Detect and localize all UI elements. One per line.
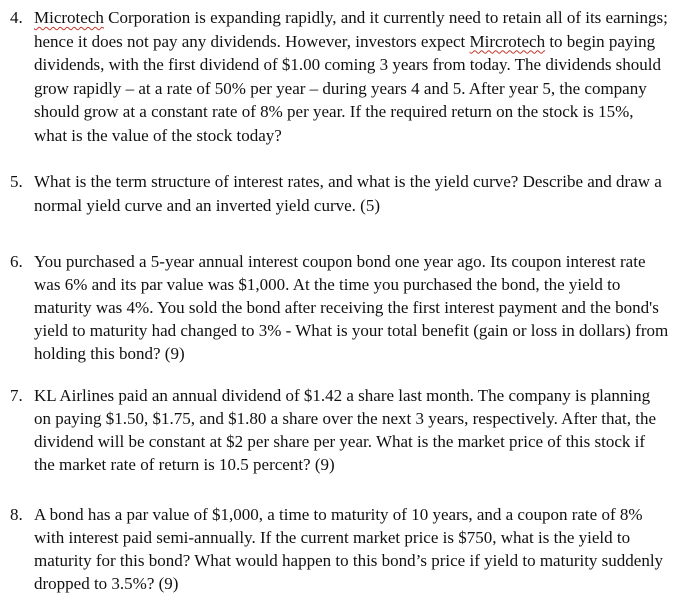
question-number: 5. [10, 172, 23, 191]
question-text [34, 503, 670, 595]
question-text-segment: What is the term structure of interest rates, and what is the yield curve? Describe and draw a normal yield curve and an inverted yield curve. (5) [34, 172, 662, 215]
question-text-segment: A bond has a par value of $1,000, a time to maturity of 10 years, and a coupon rate of 8% with interest paid semi-annually. If the current market price is $750, what is the yield to maturity for this bond? What would happen to this bond’s price if yield to maturity suddenly dropped to 3.5%? (9) [34, 505, 664, 593]
question-6 [10, 250, 670, 365]
question-text [34, 6, 670, 147]
question-text-segment: to begin paying dividends, with the first dividend of $1.00 coming 3 years from today. The dividends should grow rapidly – at a rate of 50% per year – during years 4 and 5. After year 5, the company should grow at a constant rate of 8% per year. If the required return on the stock is 15%, what is the value of the stock today? [34, 31, 662, 145]
question-8 [10, 503, 670, 595]
question-number: 4. [10, 8, 23, 27]
question-text-segment: You purchased a 5-year annual interest coupon bond one year ago. Its coupon interest rate was 6% and its par value was $1,000. At the time you purchased the bond, the yield to maturity was 4%. You sold the bond after receiving the first interest payment and the bond's yield to maturity had changed to 3% - What is your total benefit (gain or loss in dollars) from holding this bond? (9) [34, 252, 669, 363]
spellcheck-word: Mircrotech [469, 31, 546, 51]
question-number: 7. [10, 386, 23, 405]
question-text-segment: KL Airlines paid an annual dividend of $1.42 a share last month. The company is planning on paying $1.50, $1.75, and $1.80 a share over the next 3 years, respectively. After that, the dividend will be constant at $2 per share per year. What is the market price of this stock if the market rate of return is 10.5 percent? (9) [34, 386, 657, 474]
question-text [34, 250, 670, 365]
question-text [34, 170, 670, 217]
question-number: 8. [10, 505, 23, 524]
question-7 [10, 384, 670, 476]
spellcheck-word: Microtech [34, 8, 104, 27]
question-5 [10, 170, 670, 217]
question-number: 6. [10, 252, 23, 271]
question-4 [10, 6, 670, 147]
question-text [34, 384, 670, 476]
question-text-segment: Corporation is expanding rapidly, and it currently need to retain all of its earnings; hence it does not pay any dividends. However, investors expect [34, 8, 668, 51]
